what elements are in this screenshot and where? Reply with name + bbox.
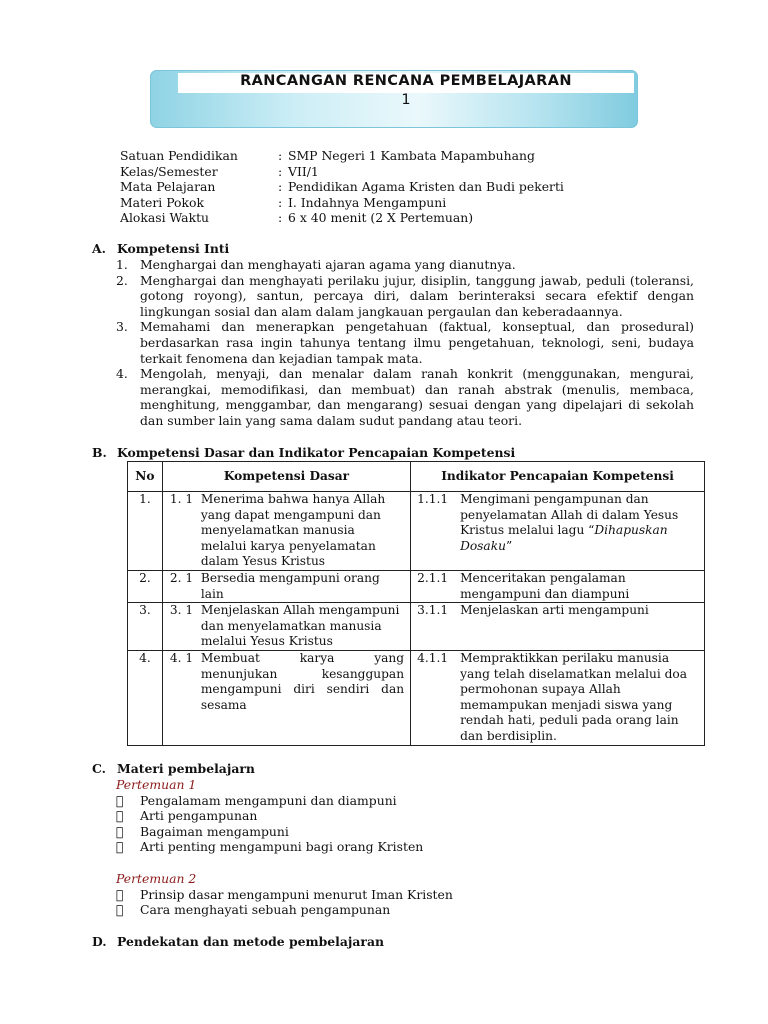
header-no: No <box>128 462 163 492</box>
list-item <box>116 902 676 918</box>
item-text: Mengolah, menyaji, dan menalar dalam ranah konkrit (menggunakan, mengurai, merangkai, memodifikasi, dan membuat) dan ranah abstrak (menulis, membaca, menghitung, menggambar, dan mengarang) sesuai dengan yang dipelajari di sekolah dan sumber lain yang sama dalam sudut pandang atau teori. <box>140 366 694 428</box>
list-item <box>116 887 676 903</box>
list-item <box>116 808 676 824</box>
bullet-icon <box>116 902 140 918</box>
kd-cell <box>162 603 410 651</box>
indicator-number: 1.1.1 <box>417 492 449 506</box>
table-row <box>128 603 705 651</box>
bullet-icon <box>116 793 140 809</box>
document-title: RANCANGAN RENCANA PEMBELAJARAN <box>240 73 572 89</box>
section-a-heading <box>92 241 229 256</box>
bullet-icon <box>116 887 140 903</box>
meeting-label: Pertemuan 2 <box>116 871 197 886</box>
meeting-label: Pertemuan 1 <box>116 777 197 792</box>
competency-table <box>127 461 705 746</box>
table-row <box>128 650 705 745</box>
bullet-icon <box>116 824 140 840</box>
item-text: Memahami dan menerapkan pengetahuan (faktual, konseptual, dan prosedural) berdasarkan rasa ingin tahunya tentang ilmu pengetahuan, teknologi, seni, budaya terkait fenomena dan kejadian tampak mata. <box>140 319 694 366</box>
meeting-1 <box>116 777 676 855</box>
item-number: 4. <box>116 366 128 382</box>
kd-text: Menerima bahwa hanya Allah yang dapat mengampuni dan menyelamatkan manusia melalui karya penyelamatan dalam Yesus Kristus <box>200 492 386 569</box>
kd-number: 4. 1 <box>169 650 194 665</box>
info-colon: : <box>278 148 283 163</box>
section-letter: B. <box>92 445 107 460</box>
info-row <box>120 148 564 164</box>
info-row <box>120 195 564 211</box>
row-number: 4. <box>128 650 163 745</box>
item-number: 2. <box>116 272 128 288</box>
indicator-cell <box>411 650 705 745</box>
section-c-heading <box>92 761 255 776</box>
kd-number: 3. 1 <box>169 603 194 618</box>
section-title: Pendekatan dan metode pembelajaran <box>117 934 384 949</box>
kd-cell <box>162 492 410 571</box>
kd-text: Bersedia mengampuni orang lain <box>200 571 380 601</box>
item-text: Arti pengampunan <box>140 808 258 824</box>
list-item <box>116 257 694 273</box>
info-row <box>120 210 564 226</box>
kd-cell <box>162 571 410 603</box>
bullet-icon <box>116 839 140 855</box>
section-title: Materi pembelajarn <box>117 761 255 776</box>
indicator-text <box>460 492 704 554</box>
indicator-cell <box>411 603 705 651</box>
indicator-end-quote: ” <box>505 538 513 553</box>
indicator-text: Mempraktikkan perilaku manusia yang telah diselamatkan melalui doa permohonan supaya Allah memampukan menjadi siswa yang rendah hati, peduli pada orang lain dan berdisiplin. <box>460 650 688 743</box>
item-text: Prinsip dasar mengampuni menurut Iman Kristen <box>140 886 453 902</box>
item-text: Cara menghayati sebuah pengampunan <box>140 902 391 918</box>
list-item <box>116 824 676 840</box>
section-title: Kompetensi Dasar dan Indikator Pencapaian Kompetensi <box>117 445 516 460</box>
song-title: Dihapuskan Dosaku <box>460 523 668 553</box>
info-colon: : <box>278 163 283 179</box>
info-colon: : <box>278 194 283 210</box>
indicator-text: Menceritakan pengalaman mengampuni dan diampuni <box>460 571 630 601</box>
row-number: 2. <box>128 571 163 603</box>
table-row <box>128 571 705 603</box>
info-value: 6 x 40 menit (2 X Pertemuan) <box>288 210 474 226</box>
info-value: VII/1 <box>288 163 319 179</box>
meeting-2 <box>116 871 676 918</box>
indicator-number: 3.1.1 <box>417 603 449 618</box>
kompetensi-inti-list <box>116 257 694 429</box>
row-number: 1. <box>128 492 163 571</box>
info-value: Pendidikan Agama Kristen dan Budi pekerti <box>288 179 564 195</box>
indicator-cell <box>411 571 705 603</box>
table-row <box>128 492 705 571</box>
info-value: SMP Negeri 1 Kambata Mapambuhang <box>288 148 535 163</box>
list-item <box>116 273 694 320</box>
kd-text: Membuat karya yang menunjukan kesanggupan mengampuni diri sendiri dan sesama <box>200 650 405 712</box>
section-title: Kompetensi Inti <box>117 241 230 256</box>
kd-text: Menjelaskan Allah mengampuni dan menyelamatkan manusia melalui Yesus Kristus <box>200 603 400 649</box>
indicator-number: 4.1.1 <box>417 650 449 665</box>
kd-cell <box>162 650 410 745</box>
list-item <box>116 793 676 809</box>
item-text: Bagaiman mengampuni <box>140 823 289 839</box>
item-text: Arti penting mengampuni bagi orang Kristen <box>140 839 424 855</box>
info-label: Materi Pokok <box>120 194 204 210</box>
info-value: I. Indahnya Mengampuni <box>288 194 447 210</box>
item-text: Menghargai dan menghayati perilaku jujur, disiplin, tanggung jawab, peduli (toleransi, gotong royong), santun, percaya diri, dalam berinteraksi secara efektif dengan lingkungan sosial dan alam dalam jangkauan pergaulan dan keberadaannya. <box>140 272 694 319</box>
section-letter: A. <box>92 241 106 256</box>
item-text: Pengalamam mengampuni dan diampuni <box>140 792 397 808</box>
section-b-heading <box>92 445 515 460</box>
info-colon: : <box>278 179 283 195</box>
kd-number: 2. 1 <box>169 571 194 585</box>
info-colon: : <box>278 210 283 226</box>
row-number: 3. <box>128 603 163 651</box>
bullet-icon <box>116 808 140 824</box>
section-d-heading <box>92 934 384 949</box>
identity-info <box>120 148 564 226</box>
table-header-row <box>128 462 705 492</box>
item-number: 3. <box>116 319 128 335</box>
indicator-cell <box>411 492 705 571</box>
info-label: Alokasi Waktu <box>120 210 210 226</box>
title-banner <box>150 70 638 128</box>
item-number: 1. <box>116 257 128 272</box>
indicator-main-text: Mengimani pengampunan dan penyelamatan Allah di dalam Yesus Kristus melalui lagu “ <box>460 492 679 538</box>
section-letter: C. <box>92 761 106 776</box>
indicator-number: 2.1.1 <box>417 571 449 585</box>
info-label: Kelas/Semester <box>120 163 218 179</box>
indicator-text: Menjelaskan arti mengampuni <box>460 603 649 618</box>
header-indikator: Indikator Pencapaian Kompetensi <box>411 462 705 492</box>
info-label: Satuan Pendidikan <box>120 148 238 163</box>
item-text: Menghargai dan menghayati ajaran agama yang dianutnya. <box>140 257 516 272</box>
info-row <box>120 164 564 180</box>
list-item <box>116 319 694 366</box>
list-item <box>116 839 676 855</box>
info-label: Mata Pelajaran <box>120 179 216 195</box>
kd-number: 1. 1 <box>169 492 194 506</box>
header-kompetensi-dasar: Kompetensi Dasar <box>162 462 410 492</box>
document-subtitle: 1 <box>401 92 411 108</box>
section-letter: D. <box>92 934 107 949</box>
info-row <box>120 179 564 195</box>
list-item <box>116 366 694 428</box>
